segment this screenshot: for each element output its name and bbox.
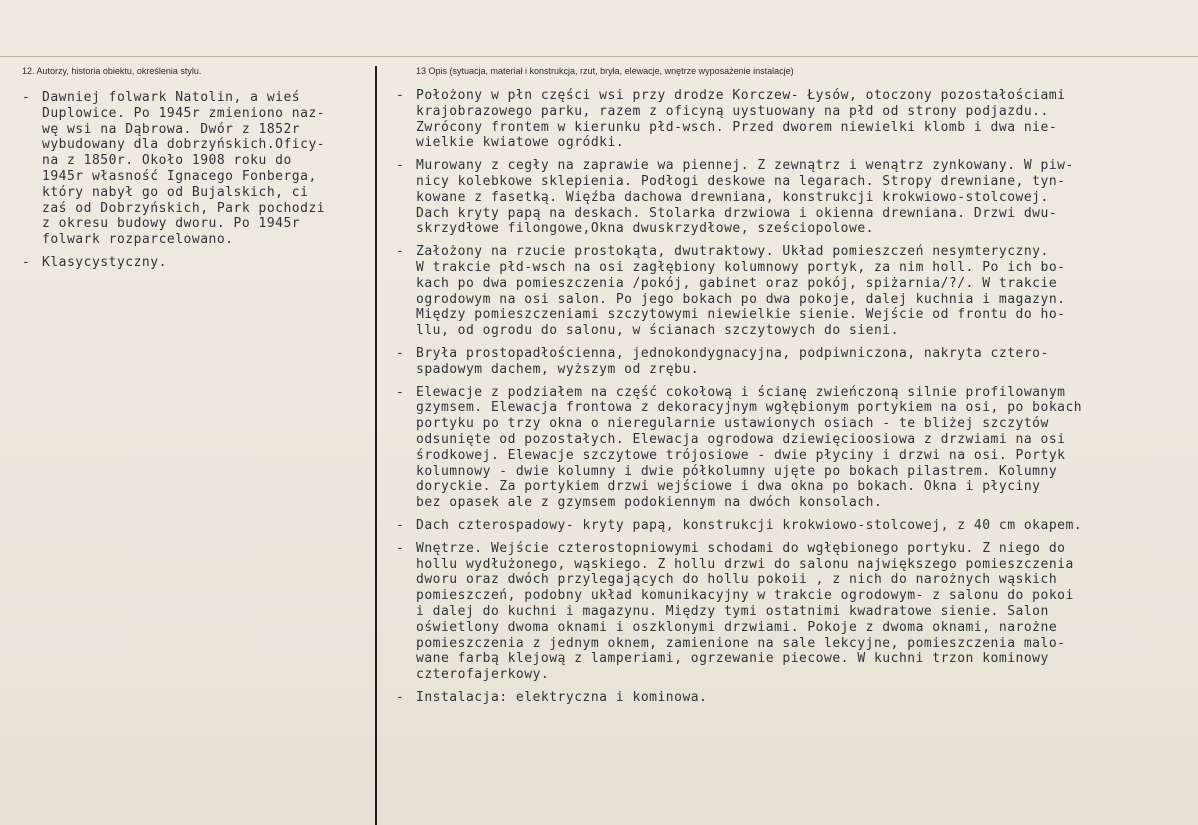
- text-line: doryckie. Za portykiem drzwi wejściowe i dwa okna po bokach. Okna i płyciny: [416, 479, 1041, 495]
- text-line: czterofajerkowy.: [416, 667, 550, 683]
- text-line: wane farbą klejową z lamperiami, ogrzewanie piecowe. W kuchni trzon kominowy: [416, 651, 1049, 667]
- text-line: z okresu budowy dworu. Po 1945r: [42, 216, 301, 232]
- section-13-entry: [396, 385, 1196, 511]
- text-line: i dalej do kuchni i magazynu. Między tymi ostatnimi kwadratowe sienie. Salon: [416, 603, 1049, 619]
- section-13-entry: [396, 158, 1196, 237]
- section-12-entry: [22, 255, 374, 271]
- text-line: Duplowice. Po 1945r zmieniono naz-: [42, 105, 326, 121]
- section-12-entry-text: [42, 90, 374, 248]
- section-13-entry-text: [416, 346, 1196, 378]
- section-12-entry-text: [42, 255, 374, 271]
- text-line: Położony w płn części wsi przy drodze Korczew- Łysów, otoczony pozostałościami: [416, 88, 1066, 103]
- text-line: portyku po trzy okna o nieregularnie ustawionych osiach - te bliżej szczytów: [416, 416, 1049, 432]
- bullet-dash: -: [396, 158, 405, 174]
- text-line: Wnętrze. Wejście czterostopniowymi schodami do wgłębionego portyku. Z niego do: [416, 540, 1066, 556]
- text-line: kach po dwa pomieszczenia /pokój, gabinet oraz pokój, spiżarnia/?/. W trakcie: [416, 275, 1058, 291]
- bullet-dash: -: [396, 384, 405, 400]
- text-line: krajobrazowego parku, razem z oficyną uystuowany na płd od strony podjazdu..: [416, 103, 1049, 119]
- section-13-entry: [396, 244, 1196, 339]
- text-line: wybudowany dla dobrzyńskich.Oficy-: [42, 137, 326, 153]
- text-line: W trakcie płd-wsch na osi zagłębiony kolumnowy portyk, za nim holl. Po ich bo-: [416, 259, 1066, 275]
- text-line: spadowym dachem, wyższym od zrębu.: [416, 361, 700, 377]
- text-line: Zwrócony frontem w kierunku płd-wsch. Przed dworem niewielki klomb i dwa nie-: [416, 119, 1058, 135]
- text-line: Elewacje z podziałem na część cokołową i ścianę zwieńczoną silnie profilowanym: [416, 384, 1066, 400]
- text-line: wę wsi na Dąbrowa. Dwór z 1852r: [42, 121, 301, 137]
- text-line: na z 1850r. Około 1908 roku do: [42, 153, 292, 169]
- section-13-entry-text: [416, 690, 1196, 706]
- text-line: Bryła prostopadłościenna, jednokondygnacyjna, podpiwniczona, nakryta cztero-: [416, 345, 1049, 361]
- section-12-header: 12. Autorzy, historia obiektu, określenia stylu.: [22, 66, 202, 76]
- bullet-dash: -: [396, 517, 405, 533]
- text-line: Dawniej folwark Natolin, a wieś: [42, 90, 301, 105]
- bullet-dash: -: [396, 88, 405, 103]
- section-13-entry-text: [416, 385, 1196, 511]
- text-line: pomieszczenia z jednym oknem, zamienione na sale lekcyjne, pomieszczenia malo-: [416, 635, 1066, 651]
- text-line: Murowany z cegły na zaprawie wa piennej. Z zewnątrz i wenątrz zynkowany. W piw-: [416, 158, 1074, 174]
- section-13-entry-text: [416, 244, 1196, 339]
- text-line: Dach czterospadowy- kryty papą, konstrukcji krokwiowo-stolcowej, z 40 cm okapem.: [416, 517, 1083, 533]
- text-line: środkowej. Elewacje szczytowe trójosiowe - dwie płyciny i drzwi na osi. Portyk: [416, 447, 1066, 463]
- bullet-dash: -: [396, 244, 405, 260]
- section-12-entry: [22, 90, 374, 248]
- text-line: folwark rozparcelowano.: [42, 232, 234, 248]
- bullet-dash: -: [22, 254, 31, 270]
- text-line: pomieszczeń, podobny układ komunikacyjny w trakcie ogrodowym- z salonu do pokoi: [416, 588, 1074, 604]
- section-12-content: [22, 90, 374, 278]
- bullet-dash: -: [396, 689, 405, 705]
- text-line: który nabył go od Bujalskich, ci: [42, 184, 309, 200]
- section-13-entry-text: [416, 518, 1196, 534]
- section-13-entry: [396, 88, 1196, 151]
- text-line: 1945r własność Ignacego Fonberga,: [42, 168, 317, 184]
- text-line: ogrodowym na osi salon. Po jego bokach po dwa pokoje, dalej kuchnia i magazyn.: [416, 291, 1066, 307]
- section-13-entry-text: [416, 88, 1196, 151]
- text-line: zaś od Dobrzyńskich, Park pochodzi: [42, 200, 326, 216]
- section-13-header: 13 Opis (sytuacja, materiał i konstrukcja, rzut, bryła, elewacje, wnętrze wyposażenie instalacje): [416, 66, 794, 76]
- text-line: Założony na rzucie prostokąta, dwutraktowy. Układ pomieszczeń nesymteryczny.: [416, 244, 1049, 260]
- text-line: kolumnowy - dwie kolumny i dwie półkolumny ujęte po bokach pilastrem. Kolumny: [416, 463, 1058, 479]
- text-line: Między pomieszczeniami szczytowymi niewielkie sienie. Wejście od frontu do ho-: [416, 307, 1066, 323]
- text-line: skrzydłowe filongowe,Okna dwuskrzydłowe, sześciopolowe.: [416, 221, 874, 237]
- section-13-entry-text: [416, 158, 1196, 237]
- section-13-content: [396, 88, 1196, 713]
- text-line: Instalacja: elektryczna i kominowa.: [416, 689, 708, 705]
- top-rule: [0, 56, 1198, 57]
- column-divider: [375, 66, 377, 825]
- bullet-dash: -: [22, 90, 31, 105]
- text-line: llu, od ogrodu do salonu, w ścianach szczytowych do sieni.: [416, 323, 899, 339]
- text-line: kowane z fasetką. Więźba dachowa drewniana, konstrukcji krokwiowo-stolcowej.: [416, 189, 1049, 205]
- text-line: oświetlony dwoma oknami i oszklonymi drzwiami. Pokoje z dwoma oknami, narożne: [416, 619, 1058, 635]
- text-line: Klasycystyczny.: [42, 254, 167, 270]
- text-line: hollu wydłużonego, wąskiego. Z hollu drzwi do salonu największego pomieszczenia: [416, 556, 1074, 572]
- section-13-entry: [396, 518, 1196, 534]
- section-13-entry: [396, 541, 1196, 683]
- text-line: odsunięte od pozostałych. Elewacja ogrodowa dziewięcioosiowa z drzwiami na osi: [416, 431, 1066, 447]
- bullet-dash: -: [396, 345, 405, 361]
- section-13-entry: [396, 690, 1196, 706]
- text-line: bez opasek ale z gzymsem podokiennym na dwóch konsolach.: [416, 495, 883, 511]
- text-line: nicy kolebkowe sklepienia. Podłogi deskowe na legarach. Stropy drewniane, tyn-: [416, 173, 1066, 189]
- text-line: wielkie kwiatowe ogródki.: [416, 135, 625, 151]
- bullet-dash: -: [396, 540, 405, 556]
- text-line: dworu oraz dwóch przylegających do hollu pokoii , z nich do narożnych wąskich: [416, 572, 1058, 588]
- section-13-entry-text: [416, 541, 1196, 683]
- text-line: Dach kryty papą na deskach. Stolarka drzwiowa i okienna drewniana. Drzwi dwu-: [416, 205, 1058, 221]
- text-line: gzymsem. Elewacja frontowa z dekoracyjnym wgłębionym portykiem na osi, po bokach: [416, 400, 1083, 416]
- section-13-entry: [396, 346, 1196, 378]
